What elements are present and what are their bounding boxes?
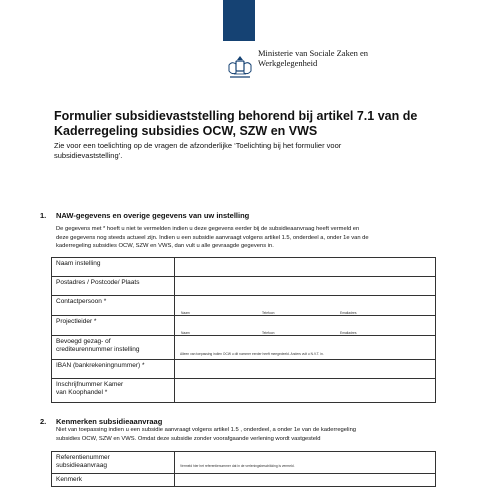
document-title <box>54 109 434 139</box>
sublabel-projectleider-telefoon: Telefoon <box>262 331 275 335</box>
field-iban[interactable] <box>175 360 436 379</box>
sublabel-projectleider-email: Emailadres <box>340 331 357 335</box>
field-naam-instelling[interactable] <box>175 258 436 277</box>
sublabel-contact-email: Emailadres <box>340 311 357 315</box>
sublabel-contact-telefoon: Telefoon <box>262 311 275 315</box>
sublabel-projectleider-naam: Naam <box>181 331 190 335</box>
intro-line-1: Zie voor een toelichting op de vragen de afzonderlijke ‘Toelichting bij het formulier voor <box>54 141 342 150</box>
label-kvk-line-2: van Koophandel * <box>56 389 108 396</box>
section-2-para-line-2: subsidies OCW, SZW en VWS. Omdat deze subsidie zonder voorafgaande verlening wordt vastgesteld <box>56 435 321 442</box>
field-postadres[interactable] <box>175 277 436 296</box>
label-ref-line-2: subsidieaanvraag <box>56 462 107 469</box>
bevoegd-note: Alleen van toepassing indien OCW u dit nummer eerder heeft meegedeeld. Anders vult u N.V.T. in. <box>180 352 324 356</box>
section-2-number: 2. <box>40 417 47 426</box>
label-iban: IBAN (bankrekeningnummer) * <box>52 360 175 379</box>
section-1-number: 1. <box>40 211 47 220</box>
label-referentienummer <box>52 452 175 474</box>
label-contactpersoon: Contactpersoon * <box>52 296 175 316</box>
label-projectleider: Projectleider * <box>52 316 175 336</box>
field-kvk[interactable] <box>175 379 436 403</box>
field-projectleider[interactable] <box>175 316 436 336</box>
section-1-para-line-3: kaderregeling subsidies OCW, SZW en VWS, dan vult u alle gevraagde gegevens in. <box>56 243 274 250</box>
section-2-para-line-1: Niet van toepassing indien u een subsidie aanvraagt volgens artikel 1.5 , onderdeel, a onder 1e van de kaderregeling <box>56 427 357 433</box>
section-2-heading: Kenmerken subsidieaanvraag <box>56 417 163 426</box>
section-1-paragraph <box>56 225 451 251</box>
section-2-paragraph <box>56 426 451 443</box>
label-bevoegd-line-1: Bevoegd gezag- of <box>56 338 111 345</box>
label-bevoegd-gezag <box>52 336 175 360</box>
referentie-note: Vermeld hier het referentienummer dat in de verleningsbeschikking is vermeld. <box>180 464 295 468</box>
label-bevoegd-line-2: crediteurennummer instelling <box>56 346 140 353</box>
intro-line-2: subsidievaststelling’. <box>54 151 123 160</box>
section-1-para-line-1: De gegevens met * hoeft u niet te vermelden indien u deze gegevens eerder bij de subsidieaanvraag heeft vermeld en <box>56 226 360 232</box>
label-kenmerk: Kenmerk <box>52 474 175 487</box>
field-contactpersoon[interactable] <box>175 296 436 316</box>
kenmerken-table <box>51 451 436 487</box>
intro-text <box>54 141 434 161</box>
label-kvk <box>52 379 175 403</box>
section-1-heading: NAW-gegevens en overige gegevens van uw instelling <box>56 211 250 220</box>
title-line-1: Formulier subsidievaststelling behorend bij artikel 7.1 van de <box>54 109 418 123</box>
ministry-line-2: Werkgelegenheid <box>258 58 318 68</box>
naw-table <box>51 257 436 403</box>
label-naam-instelling: Naam instelling <box>52 258 175 277</box>
ministry-line-1: Ministerie van Sociale Zaken en <box>258 48 368 58</box>
section-1-para-line-2: deze gegevens nog steeds actueel zijn. Indien u een subsidie aanvraagt volgens artikel 1.5, onderdeel a, onder 1e van de <box>56 234 369 241</box>
logo-bar <box>223 0 255 41</box>
label-postadres: Postadres / Postcode/ Plaats <box>52 277 175 296</box>
sublabel-contact-naam: Naam <box>181 311 190 315</box>
label-ref-line-1: Referentienummer <box>56 454 110 461</box>
title-line-2: Kaderregeling subsidies OCW, SZW en VWS <box>54 124 318 138</box>
ministry-name <box>258 48 368 68</box>
label-kvk-line-1: Inschrijfnummer Kamer <box>56 381 124 388</box>
field-referentienummer[interactable] <box>175 452 436 474</box>
coat-of-arms-icon <box>226 55 254 81</box>
field-kenmerk[interactable] <box>175 474 436 487</box>
